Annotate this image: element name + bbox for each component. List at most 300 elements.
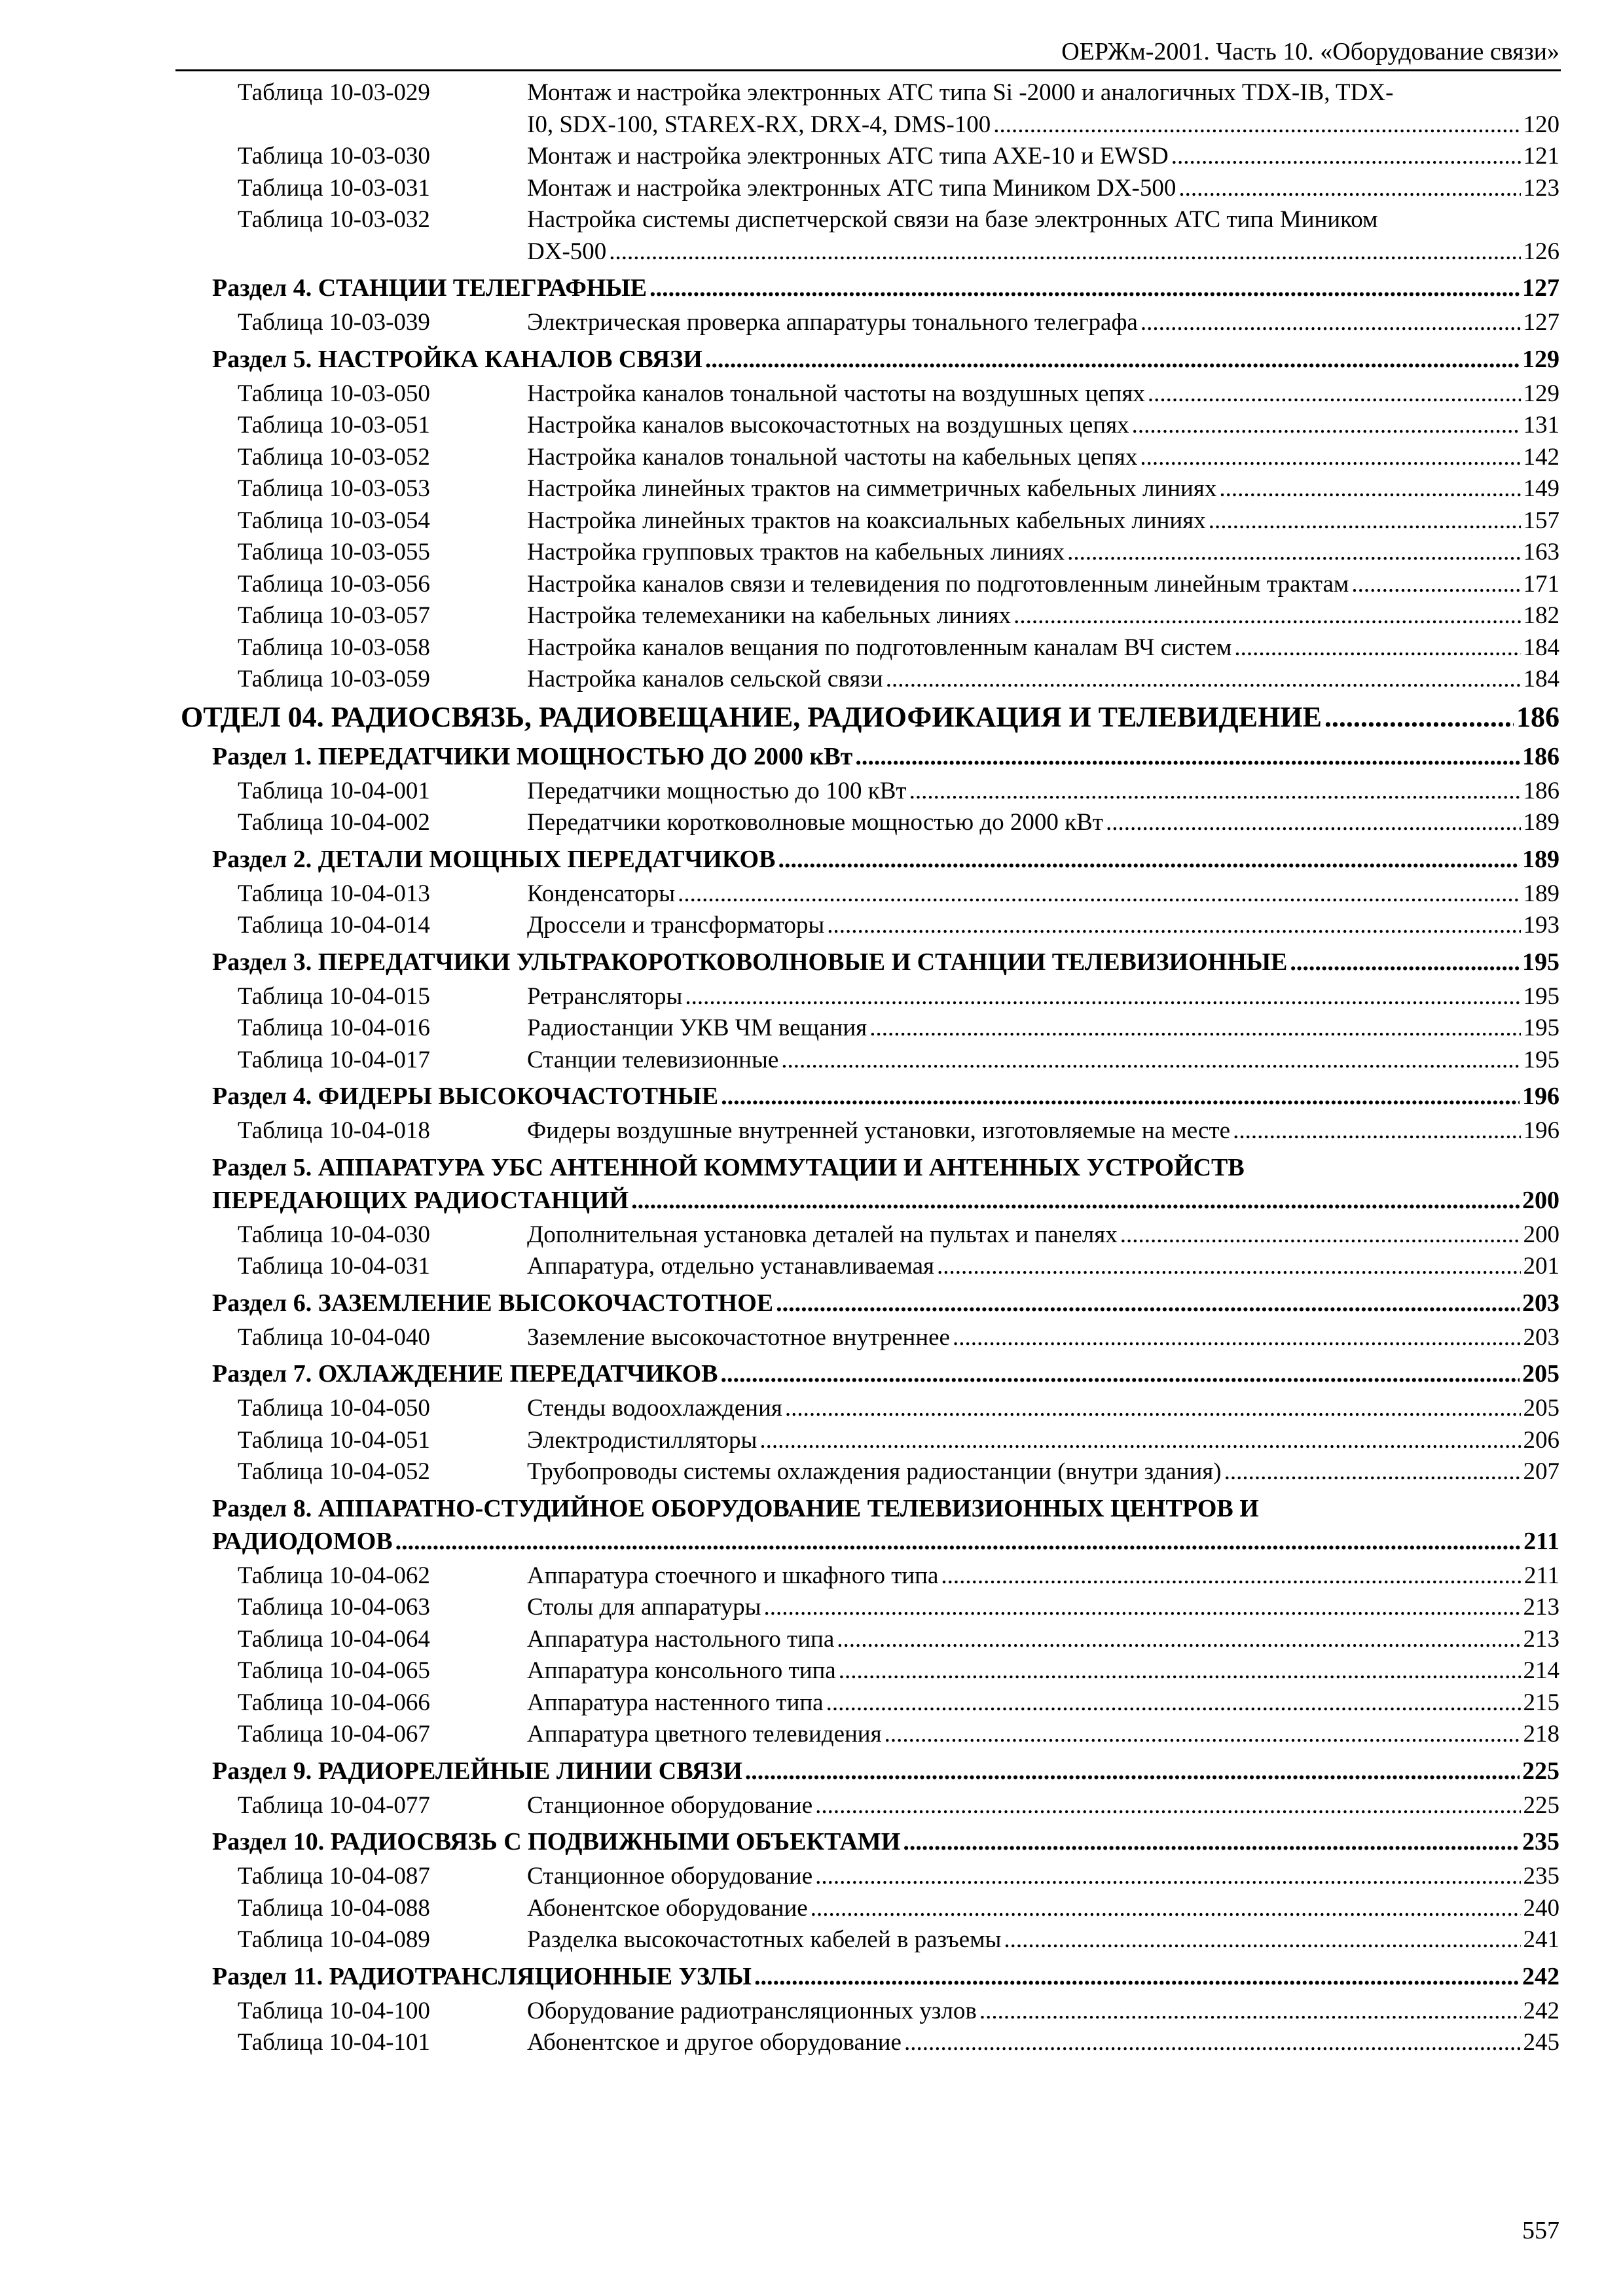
page-ref: 184 (1523, 634, 1559, 661)
toc-heading-title: ПЕРЕДАЮЩИХ РАДИОСТАНЦИЙ (212, 1186, 629, 1214)
table-code: Таблица 10-04-087 (238, 1863, 430, 1890)
toc-entry-body (527, 505, 1559, 537)
toc-entry-body (527, 1861, 1559, 1893)
toc-entry-line (527, 1924, 1559, 1956)
toc-entry-body (527, 173, 1559, 205)
toc-entry-body (527, 204, 1559, 268)
page-ref: 149 (1523, 475, 1559, 502)
toc-heading-title: РАДИОДОМОВ (212, 1527, 393, 1555)
dot-leader (1013, 600, 1520, 632)
toc-entry-title: Настройка каналов связи и телевидения по подготовленным линейным трактам (527, 570, 1349, 598)
toc-entry-line (527, 1687, 1559, 1719)
page-ref: 189 (1523, 880, 1559, 907)
dot-leader (631, 1184, 1520, 1217)
page-ref: 203 (1522, 1289, 1559, 1317)
dot-leader (827, 910, 1520, 942)
dot-leader (839, 1655, 1521, 1687)
page-header: ОЕРЖм-2001. Часть 10. «Оборудование связи» (175, 37, 1561, 71)
page-ref: 196 (1522, 1083, 1559, 1110)
page-ref: 242 (1523, 1997, 1559, 2024)
dot-leader (1224, 1456, 1521, 1488)
toc-entry-body (527, 776, 1559, 808)
toc-entry (175, 1115, 1559, 1147)
page-ref: 142 (1523, 443, 1559, 471)
section-heading (212, 343, 1559, 376)
toc-entry-title: Стенды водоохлаждения (527, 1395, 782, 1422)
toc-entry-body (527, 1251, 1559, 1283)
page-ref: 120 (1523, 111, 1559, 138)
table-code: Таблица 10-03-056 (238, 570, 430, 598)
toc-heading-title: Раздел 5. НАСТРОЙКА КАНАЛОВ СВЯЗИ (212, 345, 702, 373)
toc-entry-title: Абонентское и другое оборудование (527, 2029, 902, 2056)
toc-heading-line (181, 698, 1559, 736)
toc-entry-body (527, 1655, 1559, 1687)
toc-entry-text: Настройка системы диспетчерской связи на базе электронных АТС типа Миником (527, 206, 1378, 233)
toc-entry-line (527, 1115, 1559, 1147)
toc-entry-body (527, 1687, 1559, 1719)
page-ref: 201 (1523, 1253, 1559, 1280)
toc-entry-body (527, 1560, 1559, 1592)
toc-entry-body (527, 141, 1559, 173)
section-heading (212, 1755, 1559, 1787)
toc-heading-line (212, 1525, 1559, 1558)
toc-heading-line (212, 343, 1559, 376)
page-ref: 203 (1523, 1323, 1559, 1351)
table-code: Таблица 10-04-088 (238, 1894, 430, 1922)
table-code: Таблица 10-04-001 (238, 777, 430, 804)
toc-entry-group (175, 307, 1559, 339)
toc-entry-line (527, 109, 1559, 141)
toc-entry (175, 1893, 1559, 1925)
toc-entry-title: Конденсаторы (527, 880, 676, 907)
toc-heading-line (212, 740, 1559, 773)
toc-entry (175, 1425, 1559, 1457)
table-code: Таблица 10-04-015 (238, 982, 430, 1010)
dot-leader (869, 1013, 1520, 1045)
dot-leader (395, 1525, 1521, 1558)
toc-heading-title: Раздел 6. ЗАЗЕМЛЕНИЕ ВЫСОКОЧАСТОТНОЕ (212, 1289, 774, 1317)
toc-entry-title: Настройка телемеханики на кабельных линиях (527, 602, 1012, 629)
toc-entry-line (527, 1013, 1559, 1045)
toc-entry-body (527, 981, 1559, 1013)
page-ref: 200 (1523, 1221, 1559, 1248)
dot-leader (1140, 442, 1520, 474)
table-code: Таблица 10-04-052 (238, 1458, 430, 1485)
toc-entry-line (527, 1655, 1559, 1687)
table-code: Таблица 10-04-077 (238, 1791, 430, 1819)
toc-heading-line (212, 1287, 1559, 1319)
page-ref: 207 (1523, 1458, 1559, 1485)
department-heading (181, 698, 1559, 736)
toc-entry-line (527, 236, 1559, 268)
toc-entry-title: Заземление высокочастотное внутреннее (527, 1323, 950, 1351)
toc-heading-line (212, 1960, 1559, 1993)
toc-entry-title: Столы для аппаратуры (527, 1594, 761, 1621)
toc-entry (175, 473, 1559, 505)
table-code: Таблица 10-03-053 (238, 475, 430, 502)
dot-leader (904, 2027, 1521, 2059)
toc-entry-title: Разделка высокочастотных кабелей в разъемы (527, 1926, 1002, 1953)
dot-leader (759, 1425, 1520, 1457)
page-ref: 200 (1522, 1186, 1559, 1214)
toc-entry-line (527, 664, 1559, 696)
toc-entry (175, 1013, 1559, 1045)
dot-leader (1067, 537, 1520, 569)
toc-entry-group (175, 1861, 1559, 1956)
toc-entry (175, 1322, 1559, 1354)
table-code: Таблица 10-04-089 (238, 1926, 430, 1953)
page-ref: 186 (1516, 700, 1559, 733)
toc-entry-line (527, 910, 1559, 942)
toc-entry-title: Оборудование радиотрансляционных узлов (527, 1997, 977, 2024)
toc-heading-title: Раздел 11. РАДИОТРАНСЛЯЦИОННЫЕ УЗЛЫ (212, 1962, 752, 1990)
page-ref: 189 (1523, 809, 1559, 836)
section-heading (212, 1080, 1559, 1113)
page-ref: 205 (1522, 1360, 1559, 1388)
section-heading (212, 843, 1559, 876)
page-ref: 127 (1523, 309, 1559, 336)
table-code: Таблица 10-04-051 (238, 1426, 430, 1454)
toc-entry-group (175, 776, 1559, 839)
page-ref: 218 (1523, 1721, 1559, 1748)
dot-leader (855, 740, 1520, 773)
toc-entry-body (527, 910, 1559, 942)
section-heading (212, 1960, 1559, 1993)
page-ref: 121 (1523, 143, 1559, 170)
dot-leader (685, 981, 1520, 1013)
table-code: Таблица 10-04-067 (238, 1721, 430, 1748)
page-ref: 193 (1523, 912, 1559, 939)
toc-entry-title: Аппаратура настольного типа (527, 1625, 835, 1653)
toc-entry-line (527, 1996, 1559, 2028)
toc-heading-title: Раздел 9. РАДИОРЕЛЕЙНЫЕ ЛИНИИ СВЯЗИ (212, 1757, 742, 1785)
toc-entry-body (527, 1924, 1559, 1956)
toc-entry (175, 807, 1559, 839)
toc-entry-body (527, 1219, 1559, 1251)
page-ref: 127 (1522, 274, 1559, 302)
table-code: Таблица 10-03-057 (238, 602, 430, 629)
toc-entry-line (527, 600, 1559, 632)
toc-entry (175, 77, 1559, 141)
toc-entry-group (175, 1393, 1559, 1488)
toc-entry-group (175, 1322, 1559, 1354)
heading-text: Раздел 5. АППАРАТУРА УБС АНТЕННОЙ КОММУТАЦИИ И АНТЕННЫХ УСТРОЙСТВ (212, 1153, 1245, 1181)
toc-heading-line (212, 946, 1559, 978)
toc-entry (175, 1624, 1559, 1656)
toc-entry-line (527, 473, 1559, 505)
toc-entry (175, 537, 1559, 569)
page-ref: 186 (1523, 777, 1559, 804)
dot-leader (886, 664, 1521, 696)
dot-leader (1351, 569, 1520, 601)
toc-entry-group (175, 1790, 1559, 1822)
toc-entry-body (527, 664, 1559, 696)
toc-entry-line (527, 1861, 1559, 1893)
table-of-contents (175, 77, 1559, 2059)
toc-heading-line (212, 1755, 1559, 1787)
toc-entry-line (527, 807, 1559, 839)
toc-entry (175, 505, 1559, 537)
toc-entry-body (527, 537, 1559, 569)
toc-entry-title: I0, SDX-100, STAREX-RX, DRX-4, DMS-100 (527, 111, 991, 138)
toc-entry (175, 204, 1559, 268)
toc-entry-title: Трубопроводы системы охлаждения радиостанции (внутри здания) (527, 1458, 1222, 1485)
dot-leader (1209, 505, 1521, 537)
toc-entry-line (527, 632, 1559, 664)
toc-entry-title: Абонентское оборудование (527, 1894, 808, 1922)
toc-entry-title: Настройка линейных трактов на коаксиальных кабельных линиях (527, 507, 1206, 534)
dot-leader (1140, 307, 1521, 339)
toc-entry (175, 1219, 1559, 1251)
page-ref: 213 (1523, 1594, 1559, 1621)
toc-entry-body (527, 1893, 1559, 1925)
toc-entry-line (527, 442, 1559, 474)
section-heading (212, 946, 1559, 978)
table-code: Таблица 10-03-039 (238, 309, 430, 336)
toc-entry-line (527, 141, 1559, 173)
toc-entry-title: Настройка групповых трактов на кабельных линиях (527, 539, 1065, 565)
toc-entry (175, 442, 1559, 474)
table-code: Таблица 10-03-059 (238, 666, 430, 692)
toc-entry-title: Электродистилляторы (527, 1426, 757, 1454)
toc-entry-group (175, 981, 1559, 1077)
dot-leader (649, 272, 1520, 304)
toc-entry-title: Станции телевизионные (527, 1046, 779, 1073)
toc-entry-line (527, 1219, 1559, 1251)
toc-heading-line (212, 843, 1559, 876)
dot-leader (763, 1592, 1520, 1624)
toc-entry (175, 1393, 1559, 1425)
section-heading (212, 740, 1559, 773)
dot-leader (721, 1080, 1520, 1113)
page-ref: 157 (1523, 507, 1559, 534)
toc-entry-title: Станционное оборудование (527, 1791, 813, 1819)
toc-entry (175, 1924, 1559, 1956)
toc-entry-body (527, 1045, 1559, 1077)
toc-entry-body (527, 1719, 1559, 1751)
toc-entry (175, 2027, 1559, 2059)
page-ref: 126 (1523, 238, 1559, 265)
dot-leader (941, 1560, 1521, 1592)
dot-leader (754, 1960, 1520, 1993)
toc-entry-body (527, 410, 1559, 442)
toc-entry-title: Настройка каналов высокочастотных на воздушных цепях (527, 412, 1129, 439)
table-code: Таблица 10-03-055 (238, 539, 430, 565)
dot-leader (909, 776, 1521, 808)
toc-heading-title: Раздел 10. РАДИОСВЯЗЬ С ПОДВИЖНЫМИ ОБЪЕКТАМИ (212, 1828, 901, 1856)
table-code: Таблица 10-04-014 (238, 912, 430, 939)
page-ref: 131 (1523, 412, 1559, 439)
toc-entry-line (527, 981, 1559, 1013)
toc-entry-group (175, 77, 1559, 268)
toc-entry (175, 1456, 1559, 1488)
toc-entry-body (527, 2027, 1559, 2059)
toc-entry-line (527, 378, 1559, 410)
page-ref: 189 (1522, 845, 1559, 873)
toc-entry (175, 600, 1559, 632)
dot-leader (1178, 173, 1520, 205)
dot-leader (826, 1687, 1521, 1719)
page-ref: 211 (1523, 1527, 1559, 1555)
toc-entry-title: Ретрансляторы (527, 982, 683, 1010)
table-code: Таблица 10-03-032 (238, 206, 430, 233)
toc-entry-body (527, 473, 1559, 505)
toc-entry-title: Аппаратура, отдельно устанавливаемая (527, 1253, 935, 1280)
toc-entry-title: Дополнительная установка деталей на пультах и панелях (527, 1221, 1118, 1248)
dot-leader (811, 1893, 1521, 1925)
toc-entry-body (527, 307, 1559, 339)
page-ref: 186 (1522, 742, 1559, 770)
toc-entry (175, 1996, 1559, 2028)
toc-entry-line (527, 1425, 1559, 1457)
page-ref: 205 (1523, 1395, 1559, 1422)
toc-heading-line (212, 1080, 1559, 1113)
toc-entry-title: Настройка каналов тональной частоты на воздушных цепях (527, 380, 1145, 407)
dot-leader (993, 109, 1520, 141)
toc-entry-body (527, 807, 1559, 839)
table-code: Таблица 10-03-051 (238, 412, 430, 439)
dot-leader (903, 1825, 1520, 1858)
toc-entry-line (527, 537, 1559, 569)
toc-entry-title: Настройка каналов сельской связи (527, 666, 883, 692)
toc-entry-line (527, 505, 1559, 537)
toc-entry-title: Дроссели и трансформаторы (527, 912, 825, 939)
dot-leader (953, 1322, 1521, 1354)
toc-entry-line (527, 569, 1559, 601)
dot-leader (609, 236, 1520, 268)
toc-entry-line (527, 1045, 1559, 1077)
table-code: Таблица 10-04-030 (238, 1221, 430, 1248)
page-ref: 196 (1523, 1117, 1559, 1144)
toc-entry-title: Настройка каналов тональной частоты на кабельных цепях (527, 443, 1138, 471)
toc-entry-title: Монтаж и настройка электронных АТС типа AXE-10 и EWSD (527, 143, 1169, 170)
toc-entry (175, 1687, 1559, 1719)
toc-entry-group (175, 1560, 1559, 1751)
table-code: Таблица 10-03-052 (238, 443, 430, 471)
toc-entry (175, 1719, 1559, 1751)
page-ref: 245 (1523, 2029, 1559, 2056)
dot-leader (937, 1251, 1520, 1283)
toc-entry-body (527, 77, 1559, 141)
table-code: Таблица 10-03-058 (238, 634, 430, 661)
page-ref: 215 (1523, 1689, 1559, 1716)
table-code: Таблица 10-04-050 (238, 1395, 430, 1422)
dot-leader (815, 1861, 1520, 1893)
dot-leader (1233, 1115, 1520, 1147)
page-ref: 240 (1523, 1894, 1559, 1922)
dot-leader (815, 1790, 1520, 1822)
dot-leader (721, 1357, 1520, 1390)
table-code: Таблица 10-04-100 (238, 1997, 430, 2024)
section-heading (212, 272, 1559, 304)
toc-entry-body (527, 1996, 1559, 2028)
dot-leader (1106, 807, 1521, 839)
toc-entry-title: Передатчики коротковолновые мощностью до 2000 кВт (527, 809, 1103, 836)
dot-leader (1171, 141, 1521, 173)
page-ref: 235 (1522, 1828, 1559, 1856)
toc-entry-group (175, 378, 1559, 696)
toc-entry-body (527, 1456, 1559, 1488)
page-ref: 163 (1523, 539, 1559, 565)
toc-entry (175, 910, 1559, 942)
page-ref: 171 (1523, 570, 1559, 598)
page-ref: 195 (1523, 1046, 1559, 1073)
toc-entry-body (527, 1592, 1559, 1624)
toc-entry (175, 410, 1559, 442)
toc-entry-title: Фидеры воздушные внутренней установки, изготовляемые на месте (527, 1117, 1231, 1144)
dot-leader (1324, 698, 1514, 736)
dot-leader (778, 843, 1520, 876)
toc-entry-line (527, 878, 1559, 910)
table-code: Таблица 10-04-062 (238, 1562, 430, 1589)
toc-entry-title: Передатчики мощностью до 100 кВт (527, 777, 907, 804)
dot-leader (979, 1996, 1521, 2028)
toc-entry-text: Монтаж и настройка электронных АТС типа Si -2000 и аналогичных TDX-IB, TDX- (527, 79, 1394, 106)
toc-entry (175, 569, 1559, 601)
dot-leader (781, 1045, 1520, 1077)
dot-leader (1148, 378, 1521, 410)
toc-entry-group (175, 1996, 1559, 2059)
page-ref: 129 (1523, 380, 1559, 407)
toc-entry-title: Радиостанции УКВ ЧМ вещания (527, 1014, 867, 1041)
toc-heading-title: Раздел 2. ДЕТАЛИ МОЩНЫХ ПЕРЕДАТЧИКОВ (212, 845, 776, 873)
page-ref: 184 (1523, 666, 1559, 692)
dot-leader (884, 1719, 1521, 1751)
page-ref: 123 (1523, 174, 1559, 202)
section-heading (212, 1492, 1559, 1558)
toc-entry (175, 1560, 1559, 1592)
toc-entry (175, 981, 1559, 1013)
toc-entry-body (527, 1425, 1559, 1457)
toc-heading-title: ОТДЕЛ 04. РАДИОСВЯЗЬ, РАДИОВЕЩАНИЕ, РАДИОФИКАЦИЯ И ТЕЛЕВИДЕНИЕ (181, 700, 1322, 733)
toc-entry-title: Электрическая проверка аппаратуры тонального телеграфа (527, 309, 1138, 336)
table-code: Таблица 10-03-054 (238, 507, 430, 534)
section-heading (212, 1287, 1559, 1319)
toc-entry-body (527, 1115, 1559, 1147)
dot-leader (1219, 473, 1520, 505)
toc-heading-line (212, 272, 1559, 304)
toc-entry-body (527, 632, 1559, 664)
table-code: Таблица 10-04-002 (238, 809, 430, 836)
page-ref: 195 (1522, 948, 1559, 976)
toc-heading-line (212, 1825, 1559, 1858)
dot-leader (837, 1624, 1520, 1656)
toc-entry-line (527, 776, 1559, 808)
dot-leader (785, 1393, 1521, 1425)
toc-entry-line (527, 1790, 1559, 1822)
toc-entry (175, 1655, 1559, 1687)
page-ref: 225 (1523, 1791, 1559, 1819)
toc-entry-line (527, 1560, 1559, 1592)
section-heading (212, 1357, 1559, 1390)
section-heading (212, 1825, 1559, 1858)
toc-entry-title: Настройка каналов вещания по подготовленным каналам ВЧ систем (527, 634, 1232, 661)
section-heading (212, 1151, 1559, 1217)
toc-entry-line (527, 1592, 1559, 1624)
dot-leader (1234, 632, 1520, 664)
dot-leader (1290, 946, 1520, 978)
table-code: Таблица 10-03-029 (238, 79, 430, 106)
dot-leader (745, 1755, 1520, 1787)
toc-heading-title: Раздел 3. ПЕРЕДАТЧИКИ УЛЬТРАКОРОТКОВОЛНОВЫЕ И СТАНЦИИ ТЕЛЕВИЗИОННЫЕ (212, 948, 1288, 976)
toc-heading-title: Раздел 4. ФИДЕРЫ ВЫСОКОЧАСТОТНЫЕ (212, 1083, 719, 1110)
table-code: Таблица 10-04-016 (238, 1014, 430, 1041)
toc-entry (175, 878, 1559, 910)
toc-entry-line (527, 1251, 1559, 1283)
toc-heading-title: Раздел 7. ОХЛАЖДЕНИЕ ПЕРЕДАТЧИКОВ (212, 1360, 718, 1388)
table-code: Таблица 10-04-064 (238, 1625, 430, 1653)
page-ref: 213 (1523, 1625, 1559, 1653)
